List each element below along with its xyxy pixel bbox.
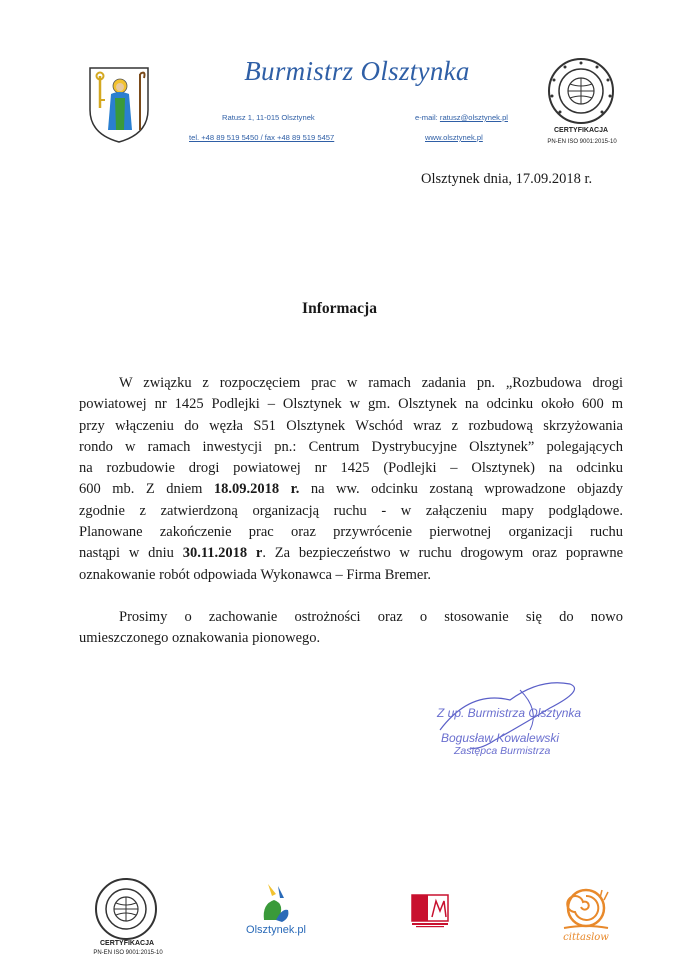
coat-of-arms-icon xyxy=(86,64,152,144)
body-line: oznakowanie robót odpowiada Wykonawca – Firma Bremer. xyxy=(79,566,431,583)
start-date: 18.09.2018 r. xyxy=(213,481,300,498)
body-line: 600 mb. Z dniem 18.09.2018 r. na ww. odcinku zostaną wprowadzone objazdy xyxy=(79,481,623,498)
stamp-line-1: Z up. Burmistrza Olsztynka xyxy=(437,706,582,720)
stamp-signatory-role: Zastępca Burmistrza xyxy=(454,745,551,757)
body-line: W związku z rozpoczęciem prac w ramach zadania pn. „Rozbudowa drogi xyxy=(119,375,623,391)
email-label: e-mail: xyxy=(415,113,438,122)
chamber-certificate-seal-icon xyxy=(542,56,620,126)
paragraph-2 xyxy=(79,607,623,650)
email-link[interactable]: ratusz@olsztynek.pl xyxy=(439,113,508,122)
footer-certificate-standard: PN-EN ISO 9001:2015-10 xyxy=(93,950,163,956)
document-date: Olsztynek dnia, 17.09.2018 r. xyxy=(421,171,593,187)
end-date: 30.11.2018 r xyxy=(182,545,263,562)
regional-partner-logo-icon xyxy=(410,893,450,929)
body-line: powiatowej nr 1425 Podlejki – Olsztynek w gm. Olsztynek na odcinku około 600 m xyxy=(79,396,623,413)
body-line: na rozbudowie drogi powiatowej nr 1425 (Podlejki – Olsztynek) na odcinku xyxy=(79,460,623,477)
certificate-standard: PN-EN ISO 9001:2015-10 xyxy=(547,139,617,145)
footer-certificate-seal-icon xyxy=(90,876,162,942)
body-line: Planowane zakończenie prac oraz przywrócenie pierwotnej organizacji ruchu xyxy=(79,524,623,541)
issuer-phone: tel. +48 89 519 5450 / fax +48 89 519 5457 xyxy=(189,133,335,142)
olsztynek-logo-icon xyxy=(256,880,296,924)
document-body xyxy=(79,373,623,650)
document-heading: Informacja xyxy=(302,300,377,317)
body-line: rondo w ramach inwestycji pn.: Centrum Dystrybucyjne Olsztynek” polegających xyxy=(79,438,623,455)
paragraph-1 xyxy=(79,373,623,586)
website-link[interactable]: www.olsztynek.pl xyxy=(425,133,483,142)
body-line: przy włączeniu do węzła S51 Olsztynek Wschód wraz z rozbudową skrzyżowania xyxy=(79,417,623,434)
issuer-address: Ratusz 1, 11-015 Olsztynek xyxy=(222,113,315,122)
body-line: zgodnie z zatwierdzoną organizacją ruchu - w załączeniu mapy podglądowe. xyxy=(79,502,623,519)
footer-certificate-label: CERTYFIKACJA xyxy=(99,940,155,947)
issuer-title: Burmistrz Olsztynka xyxy=(244,56,470,86)
snail-logo-text: cittaslow xyxy=(563,932,609,943)
body-line: umieszczonego oznakowania pionowego. xyxy=(79,630,321,647)
certificate-label: CERTYFIKACJA xyxy=(553,127,609,134)
issuer-email-line xyxy=(415,113,508,122)
stamp-signatory-name: Bogusław Kowalewski xyxy=(441,731,560,745)
olsztynek-logo-text: Olsztynek.pl xyxy=(246,924,306,936)
body-line: Prosimy o zachowanie ostrożności oraz o stosowanie się do nowo xyxy=(119,608,623,625)
body-line: nastąpi w dniu 30.11.2018 r. Za bezpieczeństwo w ruchu drogowym oraz poprawne xyxy=(79,545,623,562)
cittaslow-snail-logo-icon xyxy=(556,880,616,944)
